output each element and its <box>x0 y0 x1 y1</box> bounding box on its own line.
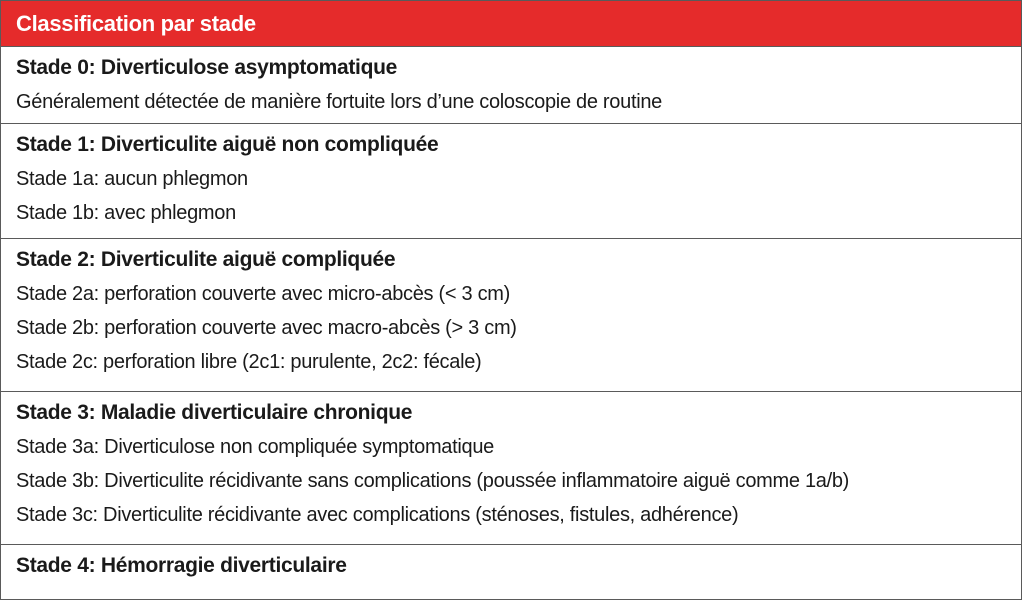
stage-2c-line: Stade 2c: perforation libre (2c1: purulente, 2c2: fécale) <box>16 351 482 373</box>
stage-3-section <box>1 392 1021 545</box>
stage-3-title: Stade 3: Maladie diverticulaire chronique <box>16 401 413 424</box>
stage-0-line: Généralement détectée de manière fortuite lors d’une coloscopie de routine <box>16 91 662 113</box>
stage-3b-line: Stade 3b: Diverticulite récidivante sans complications (poussée inflammatoire aiguë comme 1a/b) <box>16 470 850 492</box>
stage-2-title: Stade 2: Diverticulite aiguë compliquée <box>16 248 396 271</box>
stage-4-title: Stade 4: Hémorragie diverticulaire <box>16 554 347 577</box>
stage-1a-line: Stade 1a: aucun phlegmon <box>16 168 248 190</box>
stage-0-title: Stade 0: Diverticulose asymptomatique <box>16 56 398 79</box>
stage-2b-line: Stade 2b: perforation couverte avec macro-abcès (> 3 cm) <box>16 317 517 339</box>
stage-1b-line: Stade 1b: avec phlegmon <box>16 202 236 224</box>
stage-3c-line: Stade 3c: Diverticulite récidivante avec complications (sténoses, fistules, adhérence) <box>16 504 739 526</box>
stage-0-section <box>1 47 1021 124</box>
stage-1-section <box>1 124 1021 239</box>
stage-4-section <box>1 545 1021 599</box>
stage-3a-line: Stade 3a: Diverticulose non compliquée symptomatique <box>16 436 495 458</box>
stage-1-title: Stade 1: Diverticulite aiguë non compliquée <box>16 133 439 156</box>
table-header: Classification par stade <box>1 1 1021 47</box>
stage-2a-line: Stade 2a: perforation couverte avec micro-abcès (< 3 cm) <box>16 283 510 305</box>
stage-2-section <box>1 239 1021 392</box>
